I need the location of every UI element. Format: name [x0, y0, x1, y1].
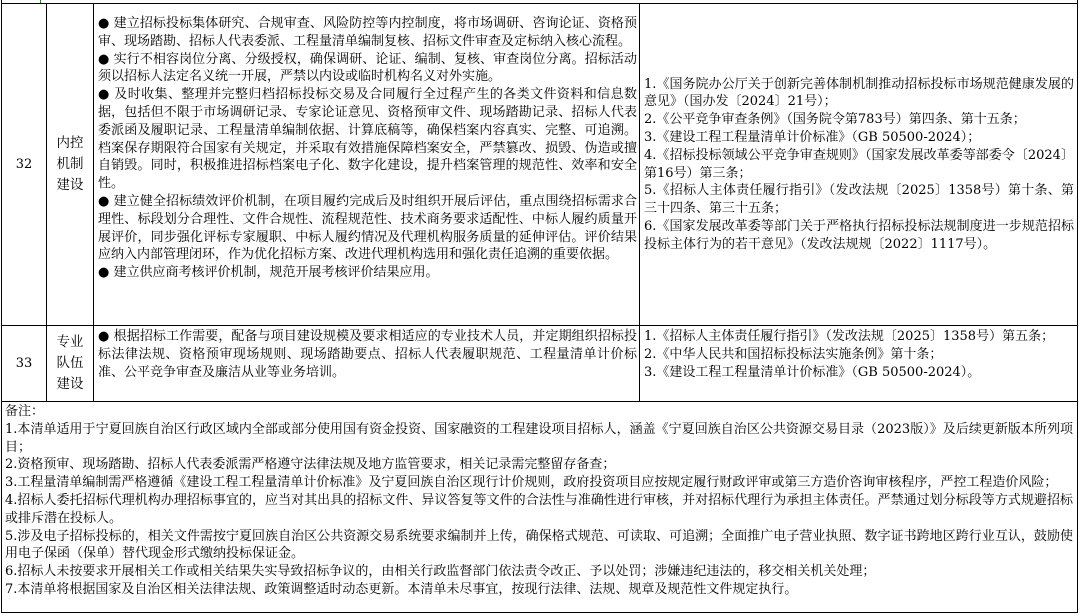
basis-item: 1.《国务院办公厅关于创新完善体制机制推动招标投标市场规范健康发展的意见》（国办发〔2024〕21号）；: [644, 76, 1074, 110]
remark-item: 7.本清单将根据国家及自治区相关法律法规、政策调整适时动态更新。本清单未尽事宜，按现行法律、法规、规章及规范性文件规定执行。: [5, 581, 798, 597]
remark-item: 3.工程量清单编制需严格遵循《建设工程工程量清单计价标准》及宁夏回族自治区现行计价规则，政府投资项目应按规定履行财政评审或第三方造价咨询审核程序，严控工程造价风险；: [5, 475, 1058, 491]
table-row: [2, 3, 1077, 325]
content-paragraph: ● 建立健全招标绩效评价机制，在项目履约完成后及时组织开展后评估，重点围绕招标需求合理性、标段划分合理性、文件合规性、流程规范性、技术商务要求适配性、中标人履约质量开展评价，同步强化评标专家履职、中标人履约情况及代理机构服务质量的延伸评估。评价结果应纳入内部管理闭环，作为优化招标方案、改进代理机构选用和强化责任追溯的重要依据。: [98, 193, 637, 263]
remark-item: 1.本清单适用于宁夏回族自治区行政区域内全部或部分使用国有资金投资、国家融资的工程建设项目招标人，涵盖《宁夏回族自治区公共资源交易目录（2023版）》及后续更新版本所列项目；: [5, 421, 1073, 455]
basis-item: 6.《国家发展改革委等部门关于严格执行招标投标法规制度进一步规范招标投标主体行为的若干意见》（发改法规规〔2022〕1117号）。: [644, 218, 1074, 252]
basis-item: 2.《中华人民共和国招标投标法实施条例》第十条；: [644, 346, 943, 362]
basis-list: [644, 328, 1054, 381]
basis-item: 2.《公平竞争审查条例》（国务院令第783号）第四条、第十五条；: [644, 112, 1026, 128]
basis-item: 1.《招标人主体责任履行指引》（发改法规〔2025〕1358号）第五条；: [644, 329, 1055, 344]
row-item-label: 内控机制建设: [56, 135, 84, 193]
basis-item: 5.《招标人主体责任履行指引》（发改法规〔2025〕1358号）第十条、第三十四条、第三十五条；: [644, 183, 1074, 217]
requirements-table: [1, 0, 1078, 613]
content-paragraph: ● 实行不相容岗位分离、分级授权，确保调研、论证、编制、复核、审查岗位分离。招标活动须以招标人法定名义统一开展，严禁以内设或临时机构名义对外实施。: [98, 51, 637, 85]
row-content-cell: [94, 4, 640, 325]
row-item-cell: [47, 326, 94, 401]
remark-item: 5.涉及电子招标投标的，相关文件需按宁夏回族自治区公共资源交易系统要求编制并上传，确保格式规范、可读取、可追溯；全面推广电子营业执照、数字证书跨地区跨行业互认，鼓励使用电子保函（保单）替代现金形式缴纳投标保证金。: [5, 528, 1073, 562]
row-item-cell: [47, 4, 94, 325]
table-row: [2, 325, 1077, 401]
remark-item: 6.招标人未按要求开展相关工作或相关结果失实导致招标争议的，由相关行政监督部门依法责令改正、予以处罚；涉嫌违纪违法的，移交相关机关处理；: [5, 564, 876, 580]
basis-item: 3.《建设工程工程量清单计价标准》（GB 50500-2024）；: [644, 129, 981, 145]
content-paragraph: ● 建立供应商考核评价机制，规范开展考核评价结果应用。: [98, 265, 439, 281]
remark-item: 2.资格预审、现场踏勘、招标人代表委派需严格遵守法律法规及地方监管要求，相关记录需完整留存备查；: [5, 457, 616, 473]
row-basis-cell: [640, 4, 1077, 325]
remarks-title: 备注：: [5, 404, 45, 419]
row-number: 32: [2, 4, 47, 325]
basis-item: 3.《建设工程工程量清单计价标准》（GB 50500-2024）。: [644, 364, 981, 380]
remark-item: 4.招标人委托招标代理机构办理招标事宜的，应当对其出具的招标文件、异议答复等文件的合法性与准确性进行审核，并对招标代理行为承担主体责任。严禁通过划分标段等方式规避招标或排斥潜在投标人。: [5, 492, 1073, 526]
row-basis-cell: [640, 326, 1077, 401]
basis-list: [644, 76, 1074, 254]
content-paragraph: ● 根据招标工作需要，配备与项目建设规模及要求相适应的专业技术人员，并定期组织招标投标法律法规、资格预审现场规则、现场踏勘要点、招标人代表履职规范、工程量清单计价标准、公平竞争审查及廉洁从业等业务培训。: [98, 329, 637, 380]
remarks-section: [2, 401, 1077, 599]
basis-item: 4.《招标投标领域公平竞争审查规则》（国家发展改革委等部委令〔2024〕第16号）第三条；: [644, 147, 1074, 181]
row-number: 33: [2, 326, 47, 401]
row-item-label: 专业队伍建设: [56, 334, 84, 392]
content-paragraph: ● 及时收集、整理并完整归档招标投标交易及合同履行全过程产生的各类文件资料和信息数据，包括但不限于市场调研记录、专家论证意见、资格预审文件、现场踏勘记录、招标人代表委派函及履职记录、工程量清单编制依据、计算底稿等，确保档案内容真实、完整、可追溯。档案保存期限符合国家有关规定，并采取有效措施保障档案安全，严禁篡改、损毁、伪造或擅自销毁。同时，积极推进招标档案电子化、数字化建设，提升档案管理的规范性、效率和安全性。: [98, 87, 637, 192]
content-paragraph: ● 建立招标投标集体研究、合规审查、风险防控等内控制度，将市场调研、咨询论证、资格预审、现场踏勘、招标人代表委派、工程量清单编制复核、招标文件审查及定标纳入核心流程。: [98, 16, 637, 49]
row-content-cell: [94, 326, 640, 401]
